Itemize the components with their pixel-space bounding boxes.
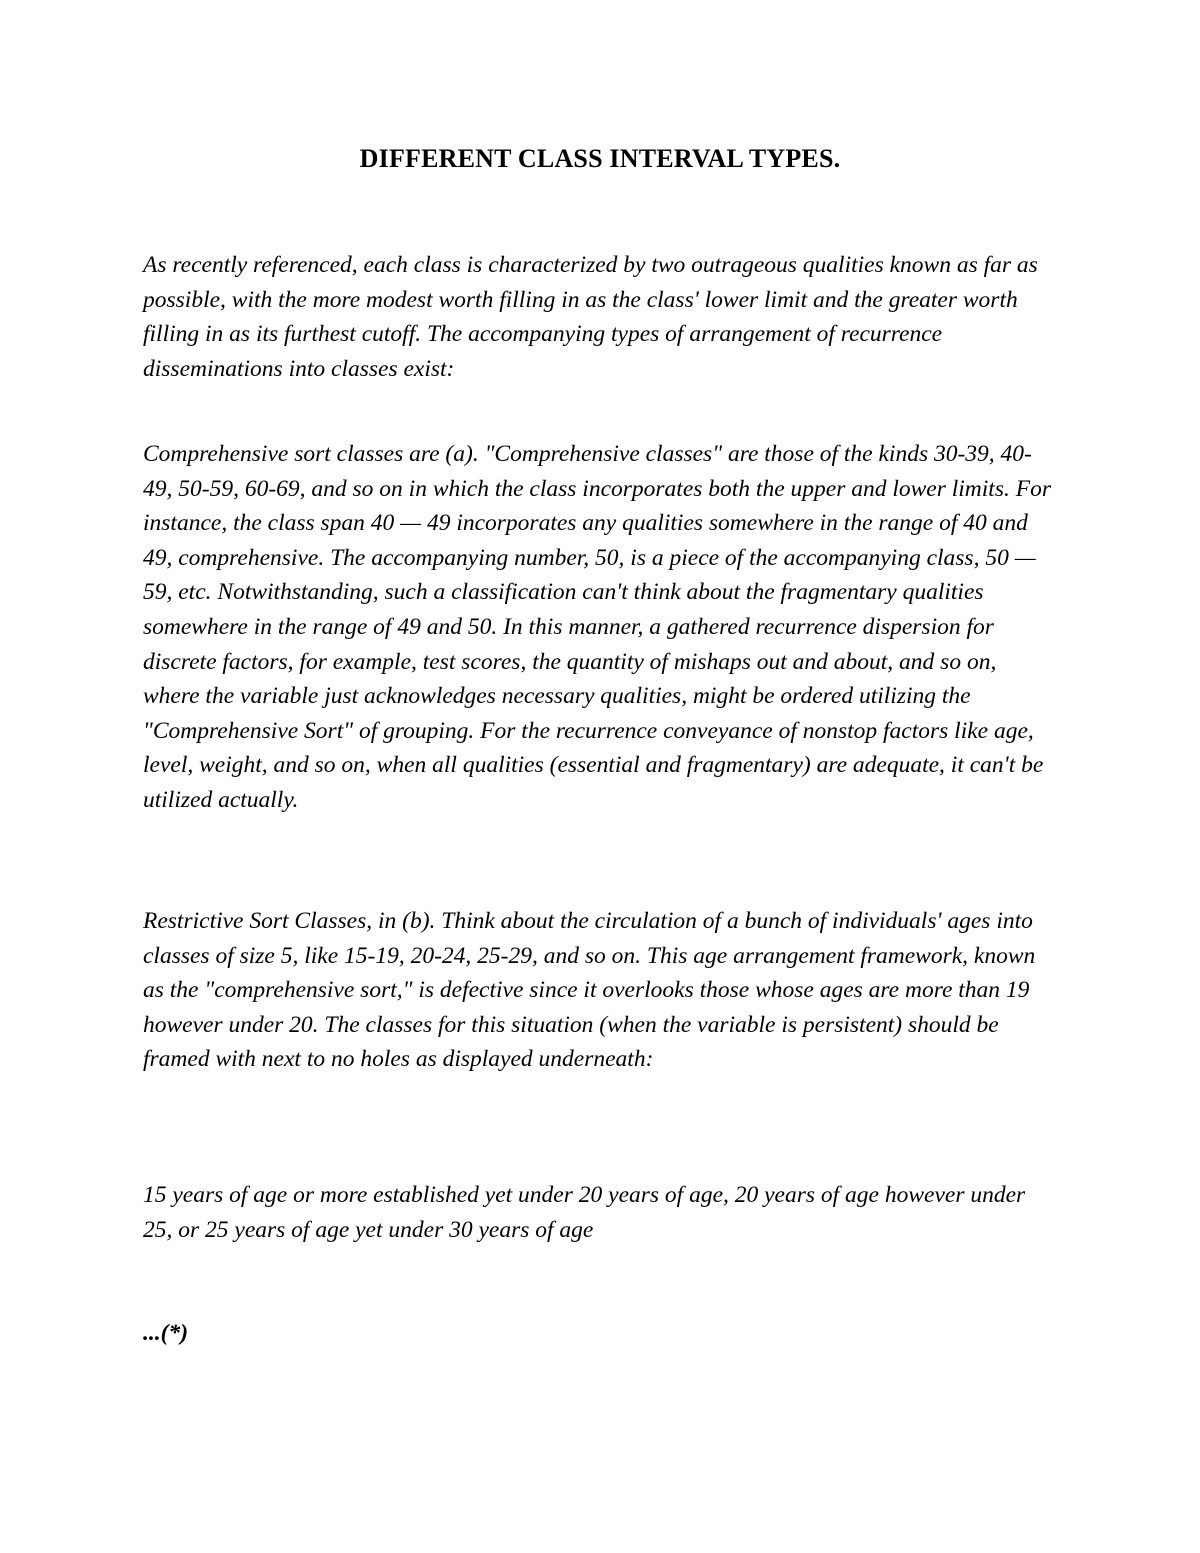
- paragraph-age-classes: 15 years of age or more established yet under 20 years of age, 20 years of age however under 25, or 25 years of age yet under 30 years of age: [143, 1182, 1026, 1243]
- paragraph-restrictive-classes: Restrictive Sort Classes, in (b). Think about the circulation of a bunch of individuals' ages into classes of size 5, like 15-19, 20-24, 25-29, and so on. This age arrangement framework, known as the "comprehensive sort," is defective since it overlooks those whose ages are more than 19 however under 20. The classes for this situation (when the variable is persistent) should be framed with next to no holes as displayed underneath:: [143, 908, 1036, 1073]
- paragraph-comprehensive-classes: Comprehensive sort classes are (a). "Comprehensive classes" are those of the kinds 30-39, 40-49, 50-59, 60-69, and so on in which the class incorporates both the upper and lower limits. For instance, the class span 40 — 49 incorporates any qualities somewhere in the range of 40 and 49, comprehensive. The accompanying number, 50, is a piece of the accompanying class, 50 — 59, etc. Notwithstanding, such a classification can't think about the fragmentary qualities somewhere in the range of 49 and 50. In this manner, a gathered recurrence dispersion for discrete factors, for example, test scores, the quantity of mishaps out and about, and so on, where the variable just acknowledges necessary qualities, might be ordered utilizing the "Comprehensive Sort" of grouping. For the recurrence conveyance of nonstop factors like age, level, weight, and so on, when all qualities (essential and fragmentary) are adequate, it can't be utilized actually.: [143, 441, 1051, 813]
- document-title: DIFFERENT CLASS INTERVAL TYPES.: [359, 144, 841, 173]
- paragraph-intro: As recently referenced, each class is characterized by two outrageous qualities known as far as possible, with the more modest worth filling in as the class' lower limit and the greater worth filling in as its furthest cutoff. The accompanying types of arrangement of recurrence disseminations into classes exist:: [143, 252, 1038, 382]
- footer-mark: ...(*): [143, 1320, 189, 1346]
